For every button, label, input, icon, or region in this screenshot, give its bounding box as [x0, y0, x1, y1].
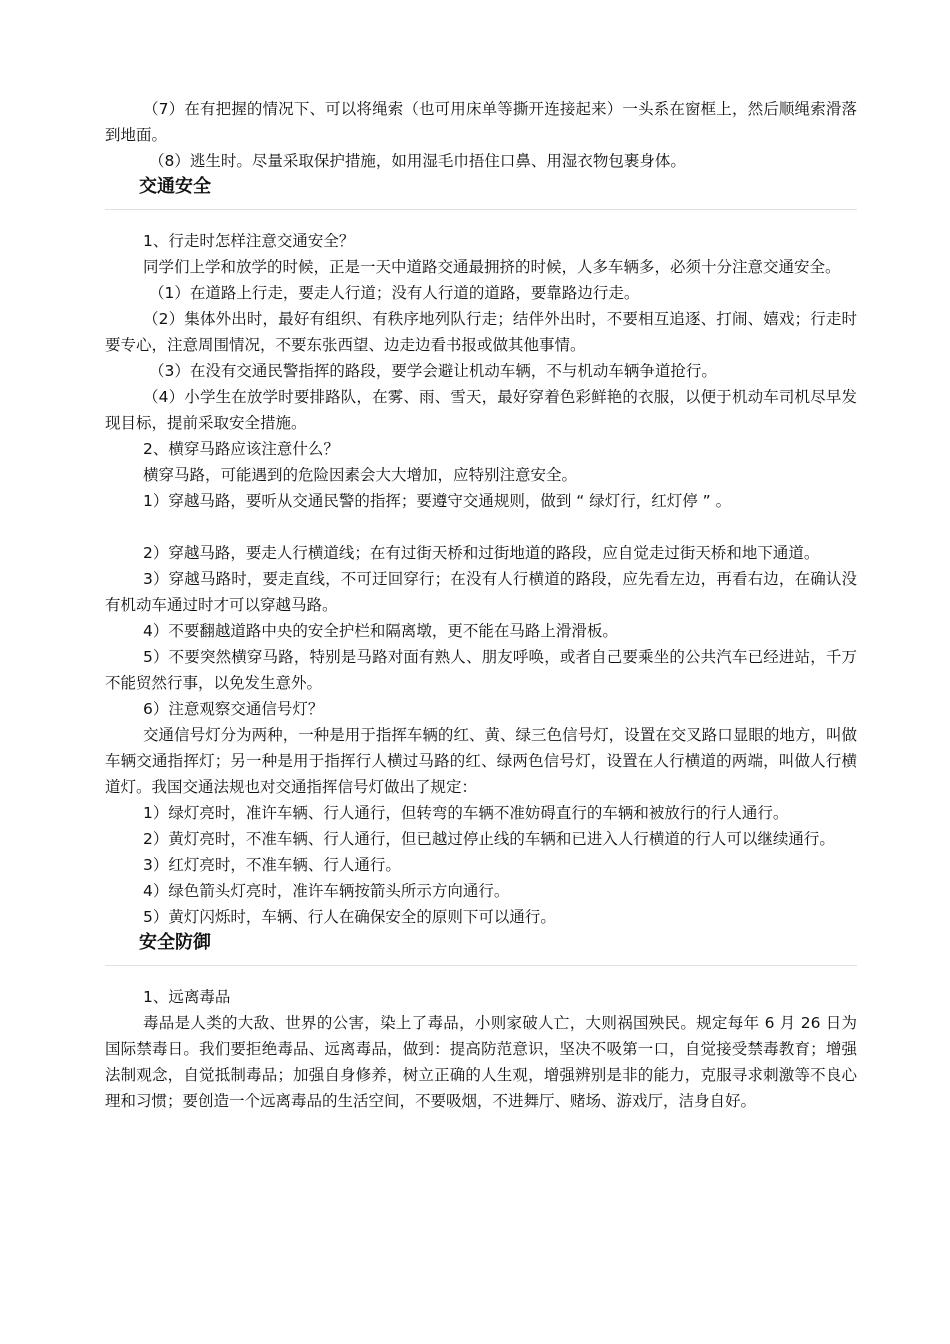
paragraph-fire-escape-8: （8）逃生时。尽量采取保护措施，如用湿毛巾捂住口鼻、用湿衣物包裹身体。	[149, 152, 686, 170]
paragraph: 横穿马路，可能遇到的危险因素会大大增加，应特别注意安全。	[143, 466, 578, 484]
paragraph: 交通信号灯分为两种，一种是用于指挥车辆的红、黄、绿三色信号灯，设置在交叉路口显眼的地方，叫做车辆交通指挥灯；另一种是用于指挥行人横过马路的红、绿两色信号灯，设置在人行横道的两端，叫做人行横道灯。我国交通法规也对交通指挥信号灯做出了规定：	[105, 726, 857, 796]
section-heading-safety-defense: 安全防御	[105, 930, 857, 966]
paragraph: 4）绿色箭头灯亮时，准许车辆按箭头所示方向通行。	[143, 882, 510, 900]
paragraph: 6）注意观察交通信号灯？	[143, 700, 324, 718]
section-traffic-safety	[105, 174, 857, 930]
paragraph: 2）穿越马路，要走人行横道线；在有过街天桥和过街地道的路段，应自觉走过街天桥和地下通道。	[143, 544, 820, 562]
paragraph: 毒品是人类的大敌、世界的公害，染上了毒品，小则家破人亡，大则祸国殃民。规定每年 6 月 26 日为国际禁毒日。我们要拒绝毒品、远离毒品，做到：提高防范意识，坚决不吸第一口，自觉接受禁毒教育；增强法制观念，自觉抵制毒品；加强自身修养，树立正确的人生观，增强辨别是非的能力，克服寻求刺激等不良心理和习惯；要创造一个远离毒品的生活空间，不要吸烟，不进舞厅、赌场、游戏厅，洁身自好。	[105, 1014, 857, 1110]
paragraph-fire-escape-7: （7）在有把握的情况下、可以将绳索（也可用床单等撕开连接起来）一头系在窗框上，然后顺绳索滑落到地面。	[105, 100, 857, 144]
paragraph: 1）穿越马路，要听从交通民警的指挥；要遵守交通规则，做到 “ 绿灯行，红灯停 ” 。	[143, 492, 732, 510]
paragraph: 5）不要突然横穿马路，特别是马路对面有熟人、朋友呼唤，或者自己要乘坐的公共汽车已经进站，千万不能贸然行事，以免发生意外。	[105, 648, 857, 692]
paragraph: 4）不要翻越道路中央的安全护栏和隔离墩，更不能在马路上滑滑板。	[143, 622, 618, 640]
paragraph: （1）在道路上行走，要走人行道；没有人行道的道路，要靠路边行走。	[149, 284, 640, 302]
paragraph: 2）黄灯亮时，不准车辆、行人通行，但已越过停止线的车辆和已进入人行横道的行人可以继续通行。	[143, 830, 835, 848]
paragraph: （3）在没有交通民警指挥的路段，要学会避让机动车辆，不与机动车辆争道抢行。	[149, 362, 717, 380]
paragraph: 1、远离毒品	[143, 988, 231, 1006]
paragraph: 同学们上学和放学的时候，正是一天中道路交通最拥挤的时候，人多车辆多，必须十分注意交通安全。	[143, 258, 841, 276]
section-heading-traffic-safety: 交通安全	[105, 174, 857, 210]
paragraph: 2、横穿马路应该注意什么？	[143, 440, 339, 458]
paragraph: 1）绿灯亮时，准许车辆、行人通行，但转弯的车辆不准妨碍直行的车辆和被放行的行人通行。	[143, 804, 789, 822]
paragraph: 3）穿越马路时，要走直线，不可迂回穿行；在没有人行横道的路段，应先看左边，再看右边，在确认没有机动车通过时才可以穿越马路。	[105, 570, 857, 614]
paragraph: 3）红灯亮时，不准车辆、行人通行。	[143, 856, 401, 874]
paragraph: 1、行走时怎样注意交通安全？	[143, 232, 355, 250]
section-safety-defense	[105, 930, 857, 1114]
document-page	[105, 96, 857, 1114]
paragraph: 5）黄灯闪烁时，车辆、行人在确保安全的原则下可以通行。	[143, 908, 556, 926]
paragraph: （4）小学生在放学时要排路队，在雾、雨、雪天，最好穿着色彩鲜艳的衣服，以便于机动车司机尽早发现目标，提前采取安全措施。	[105, 388, 857, 432]
blank-line	[105, 514, 857, 540]
paragraph: （2）集体外出时，最好有组织、有秩序地列队行走；结伴外出时，不要相互追逐、打闹、嬉戏；行走时要专心，注意周围情况，不要东张西望、边走边看书报或做其他事情。	[105, 310, 857, 354]
